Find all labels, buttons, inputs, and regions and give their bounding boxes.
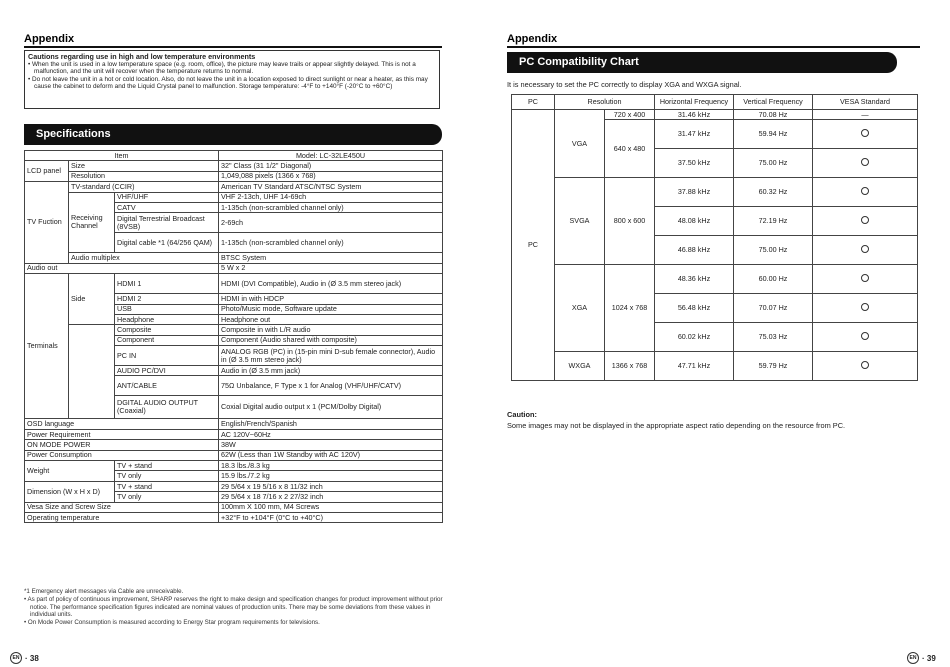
circle-icon (861, 361, 869, 369)
digital-terrestrial-label: Digital Terrestrial Broadcast (8VSB) (115, 213, 219, 233)
row10-hfreq: 47.71 kHz (655, 352, 734, 381)
circle-icon (861, 303, 869, 311)
note-2-text: As part of policy of continuous improvement, SHARP reserves the right to make design and specification changes for product improvement without prior notice. The performance specification figures indicated are nominal values of production units. There may be some deviations from these values in individual units. (27, 595, 443, 619)
audio-multiplex-value: BTSC System (219, 253, 443, 263)
osd-label: OSD language (25, 419, 219, 429)
digital-audio-value: Coxial Digital audio output x 1 (PCM/Dolby Digital) (219, 396, 443, 419)
usb-value: Photo/Music mode, Software update (219, 304, 443, 314)
page-number-right (907, 652, 936, 664)
appendix-heading: Appendix (24, 33, 75, 45)
resolution-value: 1,049,088 pixels (1366 x 768) (219, 171, 443, 181)
note-2: • As part of policy of continuous improvement, SHARP reserves the right to make design and specification changes for product improvement without prior notice. The performance specification figures indicated are nominal values of production units. There may be some deviations from these values in individual units. (24, 595, 443, 619)
header-resolution: Resolution (555, 95, 655, 110)
power-consumption-value: 62W (Less than 1W Standby with AC 120V) (219, 450, 443, 460)
audio-out-label: Audio out (25, 263, 219, 273)
hdmi2-value: HDMI in with HDCP (219, 294, 443, 304)
size-label: Size (69, 161, 219, 171)
vga-res-640: 640 x 480 (605, 120, 655, 178)
row4-hfreq: 37.88 kHz (655, 178, 734, 207)
note-3-text: On Mode Power Consumption is measured according to Energy Star program requirements for televisions. (27, 619, 320, 627)
osd-value: English/French/Spanish (219, 419, 443, 429)
row10-vfreq: 59.79 Hz (734, 352, 813, 381)
row6-hfreq: 46.88 kHz (655, 236, 734, 265)
row3-vfreq: 75.00 Hz (734, 149, 813, 178)
receiving-channel-label: Receiving Channel (69, 192, 115, 253)
composite-label: Composite (115, 325, 219, 335)
circle-icon (861, 274, 869, 282)
vhf-uhf-label: VHF/UHF (115, 192, 219, 202)
circle-icon (861, 245, 869, 253)
heading-rule-right (507, 46, 920, 48)
wxga-label: WXGA (555, 352, 605, 381)
caution-title: Cautions regarding use in high and low temperature environments (28, 52, 256, 61)
page-number-left-text: · 38 (25, 653, 39, 663)
xga-label: XGA (555, 265, 605, 352)
header-hfreq: Horizontal Frequency (655, 95, 734, 110)
ant-cable-label: ANT/CABLE (115, 376, 219, 396)
audio-pc-label: AUDIO PC/DVI (115, 366, 219, 376)
terminals-label: Terminals (25, 274, 69, 419)
pc-label: PC (512, 110, 555, 381)
caution-bullet-2-text: Do not leave the unit in a hot or cold location. Also, do not leave the unit in a location exposed to direct sunlight or near a heater, as this may cause the cabinet to deform and the Liquid Crystal panel to malfunction. Storage temperature: -4°F to +140°F (-20°C to +60°C) (32, 75, 428, 91)
row9-vfreq: 75.03 Hz (734, 323, 813, 352)
header-item: Item (25, 151, 219, 161)
specifications-table (24, 150, 443, 523)
hdmi1-value: HDMI (DVI Compatible), Audio in (Ø 3.5 mm stereo jack) (219, 274, 443, 294)
vesa-label: Vesa Size and Screw Size (25, 502, 219, 512)
circle-icon (861, 187, 869, 195)
catv-value: 1-135ch (non-scrambled channel only) (219, 202, 443, 212)
hdmi1-label: HDMI 1 (115, 274, 219, 294)
svga-res: 800 x 600 (605, 178, 655, 265)
appendix-heading-right: Appendix (507, 33, 558, 45)
row4-vesa (813, 178, 918, 207)
row9-vesa (813, 323, 918, 352)
weight-only-label: TV only (115, 471, 219, 481)
page-number-left (10, 652, 39, 664)
row9-hfreq: 60.02 kHz (655, 323, 734, 352)
catv-label: CATV (115, 202, 219, 212)
circle-icon (861, 129, 869, 137)
side-label: Side (69, 274, 115, 325)
caution-bullet-2: • Do not leave the unit in a hot or cold location. Also, do not leave the unit in a location exposed to direct sunlight or near a heater, as this may cause the cabinet to deform and the Liquid Crystal panel to malfunction. Storage temperature: -4°F to +140°F (-20°C to +60°C) (28, 75, 428, 91)
note-1: *1 Emergency alert messages via Cable are unreceivable. (24, 588, 184, 595)
power-requirement-label: Power Requirement (25, 429, 219, 439)
digital-terrestrial-value: 2-69ch (219, 213, 443, 233)
circle-icon (861, 332, 869, 340)
pc-intro-text: It is necessary to set the PC correctly to display XGA and WXGA signal. (507, 80, 742, 89)
audio-multiplex-label: Audio multiplex (69, 253, 219, 263)
specifications-banner: Specifications (24, 124, 442, 145)
power-consumption-label: Power Consumption (25, 450, 219, 460)
circle-icon (861, 158, 869, 166)
row1-hfreq: 31.46 kHz (655, 110, 734, 120)
circle-icon (861, 216, 869, 224)
power-requirement-value: AC 120V~60Hz (219, 429, 443, 439)
header-model: Model: LC-32LE450U (219, 151, 443, 161)
row1-res: 720 x 400 (605, 110, 655, 120)
vga-label: VGA (555, 110, 605, 178)
header-vfreq: Vertical Frequency (734, 95, 813, 110)
en-badge-icon: EN (907, 652, 919, 664)
on-mode-power-value: 38W (219, 440, 443, 450)
dimension-only-value: 29 5/64 x 18 7/16 x 2 27/32 inch (219, 492, 443, 502)
audio-pc-value: Audio in (Ø 3.5 mm jack) (219, 366, 443, 376)
row5-vesa (813, 207, 918, 236)
ant-cable-value: 75Ω Unbalance, F Type x 1 for Analog (VHF/UHF/CATV) (219, 376, 443, 396)
tv-function-label: TV Fuction (25, 182, 69, 264)
row4-vfreq: 60.32 Hz (734, 178, 813, 207)
vesa-value: 100mm X 100 mm, M4 Screws (219, 502, 443, 512)
row2-vesa (813, 120, 918, 149)
xga-res: 1024 x 768 (605, 265, 655, 352)
pcin-label: PC IN (115, 346, 219, 366)
usb-label: USB (115, 304, 219, 314)
operating-temperature-label: Operating temperature (25, 512, 219, 522)
row6-vesa (813, 236, 918, 265)
page-number-right-text: · 39 (922, 653, 936, 663)
pc-caution-title: Caution: (507, 410, 537, 419)
right-page (475, 0, 950, 667)
temperature-caution-box (24, 50, 440, 109)
dimension-only-label: TV only (115, 492, 219, 502)
dimension-label: Dimension (W x H x D) (25, 481, 115, 502)
on-mode-power-label: ON MODE POWER (25, 440, 219, 450)
component-label: Component (115, 335, 219, 345)
digital-audio-label: DGITAL AUDIO OUTPUT (Coaxial) (115, 396, 219, 419)
pc-compatibility-table (511, 94, 918, 381)
header-pc: PC (512, 95, 555, 110)
row7-vesa (813, 265, 918, 294)
digital-cable-label: Digital cable *1 (64/256 QAM) (115, 233, 219, 253)
audio-out-value: 5 W x 2 (219, 263, 443, 273)
headphone-value: Headphone out (219, 314, 443, 324)
resolution-label: Resolution (69, 171, 219, 181)
pcin-value: ANALOG RGB (PC) in (15-pin mini D-sub female connector), Audio in (Ø 3.5 mm stereo jack) (219, 346, 443, 366)
row5-hfreq: 48.08 kHz (655, 207, 734, 236)
weight-stand-label: TV + stand (115, 461, 219, 471)
note-3: • On Mode Power Consumption is measured according to Energy Star program requirements for televisions. (24, 619, 320, 627)
row3-hfreq: 37.50 kHz (655, 149, 734, 178)
page-number-39: 39 (926, 653, 936, 663)
row6-vfreq: 75.00 Hz (734, 236, 813, 265)
row2-hfreq: 31.47 kHz (655, 120, 734, 149)
caution-bullet-1: • When the unit is used in a low temperature space (e.g. room, office), the picture may leave trails or appear slightly delayed. This is not a malfunction, and the unit will recover when the temperature returns to normal. (28, 60, 416, 76)
row5-vfreq: 72.19 Hz (734, 207, 813, 236)
tv-standard-value: American TV Standard ATSC/NTSC System (219, 182, 443, 192)
composite-value: Composite in with L/R audio (219, 325, 443, 335)
weight-only-value: 15.9 lbs./7.2 kg (219, 471, 443, 481)
row3-vesa (813, 149, 918, 178)
row8-vfreq: 70.07 Hz (734, 294, 813, 323)
operating-temperature-value: +32°F to +104°F (0°C to +40°C) (219, 512, 443, 522)
pc-compatibility-banner: PC Compatibility Chart (507, 52, 897, 73)
row7-hfreq: 48.36 kHz (655, 265, 734, 294)
component-value: Component (Audio shared with composite) (219, 335, 443, 345)
caution-bullet-1-text: When the unit is used in a low temperature space (e.g. room, office), the picture may leave trails or appear slightly delayed. This is not a malfunction, and the unit will recover when the temperature returns to normal. (32, 60, 416, 76)
lcd-panel-label: LCD panel (25, 161, 69, 182)
header-vesa: VESA Standard (813, 95, 918, 110)
row1-vesa: — (813, 110, 918, 120)
row7-vfreq: 60.00 Hz (734, 265, 813, 294)
svga-label: SVGA (555, 178, 605, 265)
dimension-stand-value: 29 5/64 x 19 5/16 x 8 11/32 inch (219, 481, 443, 491)
en-badge-icon: EN (10, 652, 22, 664)
vhf-uhf-value: VHF 2-13ch, UHF 14-69ch (219, 192, 443, 202)
row1-vfreq: 70.08 Hz (734, 110, 813, 120)
rear-group (69, 325, 115, 419)
page-number-38: 38 (29, 653, 39, 663)
heading-rule (24, 46, 442, 48)
size-value: 32" Class (31 1/2" Diagonal) (219, 161, 443, 171)
wxga-res: 1366 x 768 (605, 352, 655, 381)
weight-stand-value: 18.3 lbs./8.3 kg (219, 461, 443, 471)
row8-hfreq: 56.48 kHz (655, 294, 734, 323)
row8-vesa (813, 294, 918, 323)
tv-standard-label: TV-standard (CCIR) (69, 182, 219, 192)
hdmi2-label: HDMI 2 (115, 294, 219, 304)
spec-notes (24, 588, 444, 627)
row10-vesa (813, 352, 918, 381)
headphone-label: Headphone (115, 314, 219, 324)
pc-caution-text: Some images may not be displayed in the appropriate aspect ratio depending on the resource from PC. (507, 421, 846, 430)
weight-label: Weight (25, 461, 115, 482)
row2-vfreq: 59.94 Hz (734, 120, 813, 149)
digital-cable-value: 1-135ch (non-scrambled channel only) (219, 233, 443, 253)
dimension-stand-label: TV + stand (115, 481, 219, 491)
